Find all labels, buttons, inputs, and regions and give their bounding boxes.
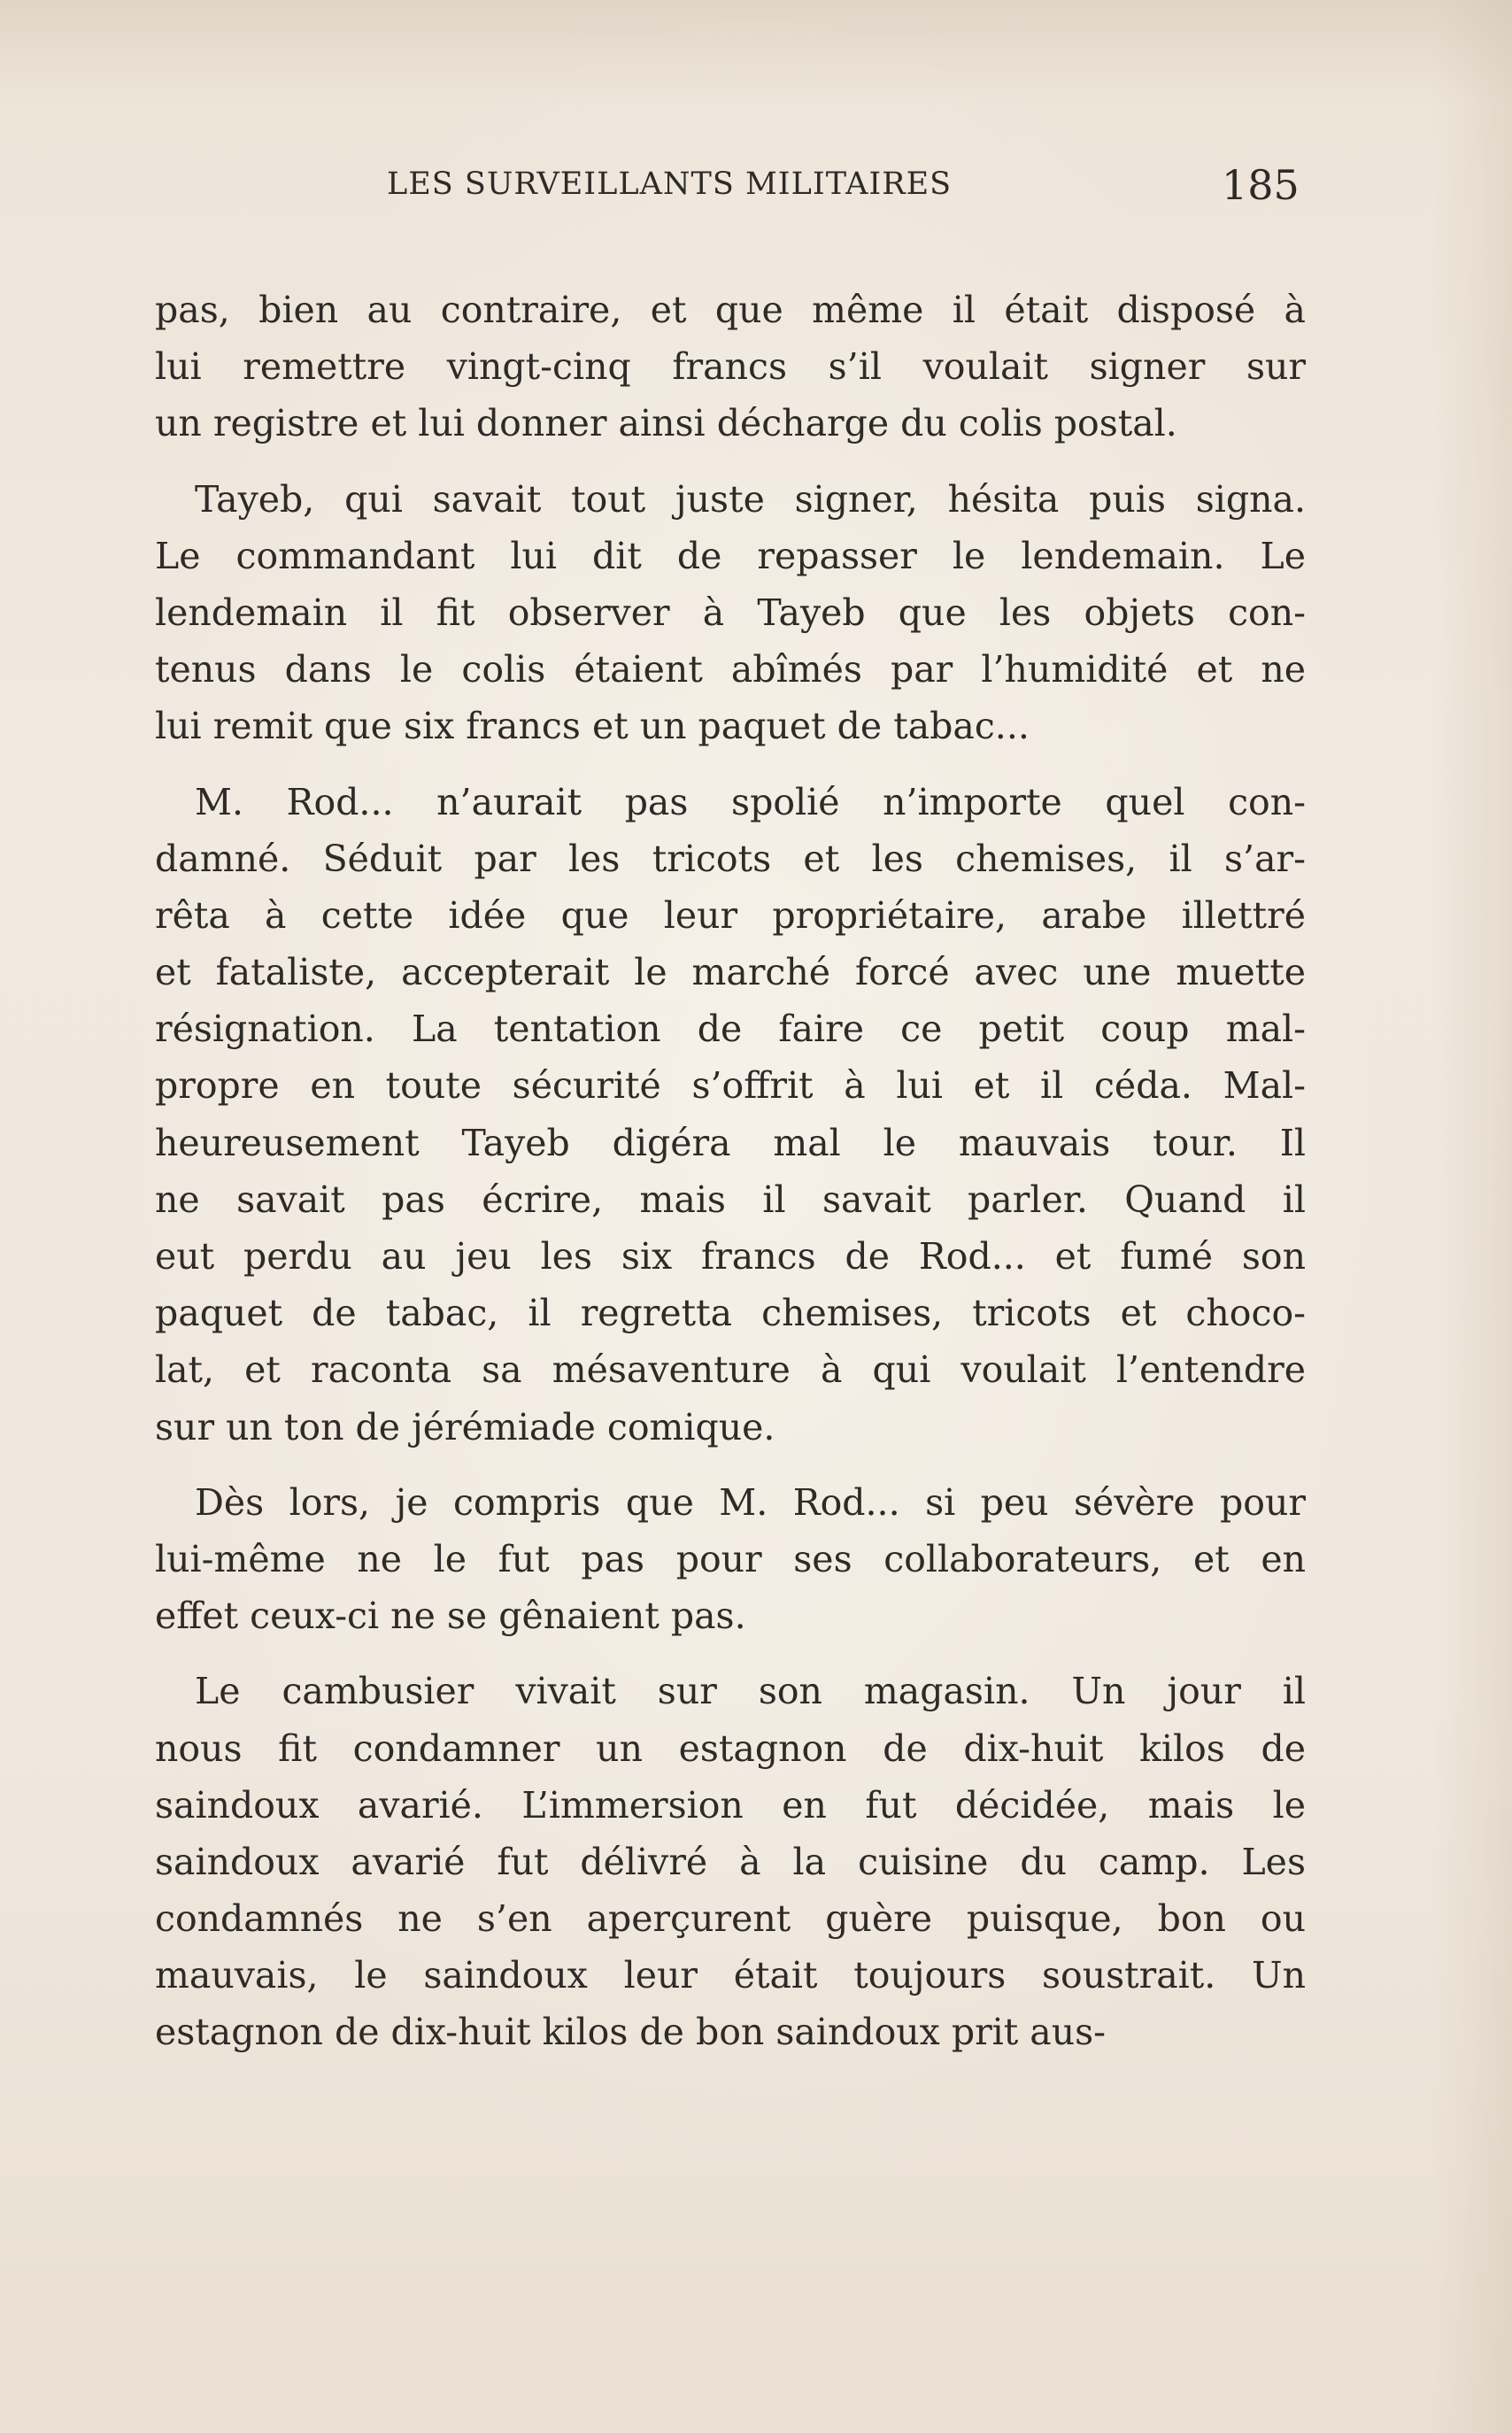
paragraph — [155, 1474, 1306, 1645]
text-line: Le commandant lui dit de repasser le lendemain. Le — [155, 534, 1306, 577]
text-line: un registre et lui donner ainsi décharge du colis postal. — [155, 402, 1177, 445]
text-line: Dès lors, je compris que M. Rod... si peu sévère pour — [195, 1480, 1306, 1524]
text-line: lui remettre vingt-cinq francs s’il voulait signer sur — [155, 345, 1306, 389]
text-line: saindoux avarié fut délivré à la cuisine du camp. Les — [155, 1840, 1306, 1883]
text-line: condamnés ne s’en aperçurent guère puisque, bon ou — [155, 1897, 1306, 1941]
page-number: 185 — [1222, 161, 1300, 209]
text-line: lendemain il fit observer à Tayeb que les objets con- — [155, 591, 1306, 634]
running-head: LES SURVEILLANTS MILITAIRES — [387, 166, 953, 202]
text-line: ne savait pas écrire, mais il savait parler. Quand il — [155, 1178, 1306, 1221]
text-line: Le cambusier vivait sur son magasin. Un jour il — [195, 1670, 1306, 1713]
text-line: saindoux avarié. L’immersion en fut décidée, mais le — [155, 1783, 1306, 1827]
paragraph — [155, 1663, 1306, 2060]
text-line: eut perdu au jeu les six francs de Rod... et fumé son — [155, 1235, 1306, 1278]
body-text — [155, 282, 1306, 2080]
text-line: pas, bien au contraire, et que même il était disposé à — [155, 289, 1306, 331]
text-line: lui remit que six francs et un paquet de tabac... — [155, 705, 1030, 748]
text-line: estagnon de dix-huit kilos de bon saindoux prit aus- — [155, 2011, 1107, 2054]
paragraph — [155, 471, 1306, 755]
text-line: lui-même ne le fut pas pour ses collaborateurs, et en — [155, 1537, 1306, 1580]
text-line: nous fit condamner un estagnon de dix-huit kilos de — [155, 1726, 1306, 1770]
text-line: et fataliste, accepterait le marché forcé avec une muette — [155, 951, 1306, 994]
text-line: Tayeb, qui savait tout juste signer, hésita puis signa. — [195, 477, 1306, 521]
page-edge-shading — [0, 0, 1512, 106]
page-edge-shading-right — [1432, 0, 1512, 2433]
text-line: rêta à cette idée que leur propriétaire, arabe illettré — [155, 893, 1306, 937]
text-line: mauvais, le saindoux leur était toujours soustrait. Un — [155, 1954, 1306, 1997]
text-line: damné. Séduit par les tricots et les chemises, il s’ar- — [155, 837, 1306, 880]
text-line: propre en toute sécurité s’offrit à lui et il céda. Mal- — [155, 1064, 1306, 1108]
page-header — [155, 161, 1306, 214]
text-line: paquet de tabac, il regretta chemises, tricots et choco- — [155, 1292, 1306, 1335]
paragraph — [155, 282, 1306, 452]
text-line: M. Rod... n’aurait pas spolié n’importe quel con- — [195, 780, 1306, 823]
text-line: sur un ton de jérémiade comique. — [155, 1405, 775, 1448]
text-line: heureusement Tayeb digéra mal le mauvais tour. Il — [155, 1121, 1306, 1164]
text-line: tenus dans le colis étaient abîmés par l’humidité et ne — [155, 648, 1306, 691]
paragraph — [155, 774, 1306, 1456]
text-line: lat, et raconta sa mésaventure à qui voulait l’entendre — [155, 1348, 1306, 1392]
text-line: résignation. La tentation de faire ce petit coup mal- — [155, 1008, 1306, 1051]
text-line: effet ceux-ci ne se gênaient pas. — [155, 1595, 746, 1638]
